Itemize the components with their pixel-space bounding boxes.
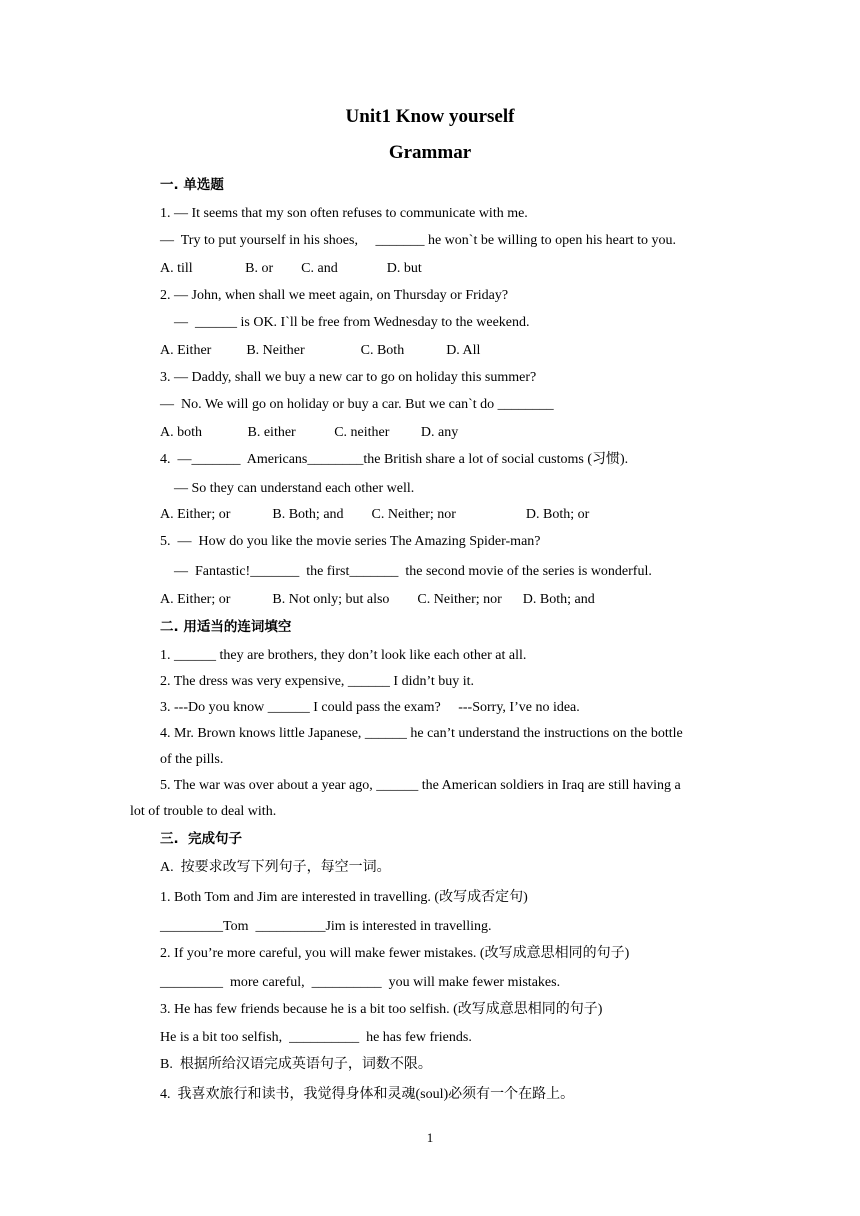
q4-line1: 4. —_______ Americans________the British share a lot of social customs (习惯). [160,452,629,467]
q2-line1: 2. — John, when shall we meet again, on Thursday or Friday? [160,288,509,303]
q3-line1: 3. — Daddy, shall we buy a new car to go on holiday this summer? [160,370,537,385]
q1-options: A. till B. or C. and D. but [160,261,422,276]
s2-item: 1. ______ they are brothers, they don’t look like each other at all. [160,648,527,663]
q1-line2: — Try to put yourself in his shoes, _______ he won`t be willing to open his heart to you. [160,233,677,248]
s3-item: _________Tom __________Jim is interested in travelling. [160,919,492,934]
s2-item: 2. The dress was very expensive, ______ I didn’t buy it. [160,674,475,689]
q1-line1: 1. — It seems that my son often refuses to communicate with me. [160,206,528,221]
s3-item: He is a bit too selfish, __________ he has few friends. [160,1030,472,1045]
s3-item: 3. He has few friends because he is a bit too selfish. (改写成意思相同的句子) [160,1002,603,1017]
s2-item: of the pills. [160,752,224,767]
s3-item: 1. Both Tom and Jim are interested in travelling. (改写成否定句) [160,890,528,905]
page-number: 1 [426,1130,434,1145]
part-b-instruction: B. 根据所给汉语完成英语句子，词数不限。 [160,1057,432,1072]
section-heading-conjunctions: 二. 用适当的连词填空 [160,619,292,635]
s3-item: _________ more careful, __________ you will make fewer mistakes. [160,975,561,990]
s3-item: 2. If you’re more careful, you will make fewer mistakes. (改写成意思相同的句子) [160,946,630,961]
s2-item: 4. Mr. Brown knows little Japanese, ______ he can’t understand the instructions on the bottle [160,726,683,741]
q3-options: A. both B. either C. neither D. any [160,425,459,440]
q5-line1: 5. — How do you like the movie series The Amazing Spider-man? [160,534,541,549]
q2-options: A. Either B. Neither C. Both D. All [160,343,481,358]
page-subtitle: Grammar [388,142,472,163]
q5-options: A. Either; or B. Not only; but also C. Neither; nor D. Both; and [160,592,595,607]
q3-line2: — No. We will go on holiday or buy a car. But we can`t do ________ [160,397,554,412]
s2-item: 5. The war was over about a year ago, ______ the American soldiers in Iraq are still having a [160,778,681,793]
page-title: Unit1 Know yourself [345,106,515,127]
s2-item: lot of trouble to deal with. [130,804,277,819]
part-a-instruction: A. 按要求改写下列句子，每空一词。 [160,860,391,875]
section-heading-complete-sentences: 三. 完成句子 [160,831,243,847]
section-heading-choice: 一. 单选题 [160,177,224,193]
q4-options: A. Either; or B. Both; and C. Neither; nor D. Both; or [160,507,590,522]
q2-line2: — ______ is OK. I`ll be free from Wednesday to the weekend. [174,315,530,330]
s3-item-4: 4. 我喜欢旅行和读书，我觉得身体和灵魂(soul)必须有一个在路上。 [160,1087,575,1102]
q5-line2: — Fantastic!_______ the first_______ the second movie of the series is wonderful. [174,564,652,579]
s2-item: 3. ---Do you know ______ I could pass the exam? ---Sorry, I’ve no idea. [160,700,580,715]
q4-line2: — So they can understand each other well. [174,481,415,496]
